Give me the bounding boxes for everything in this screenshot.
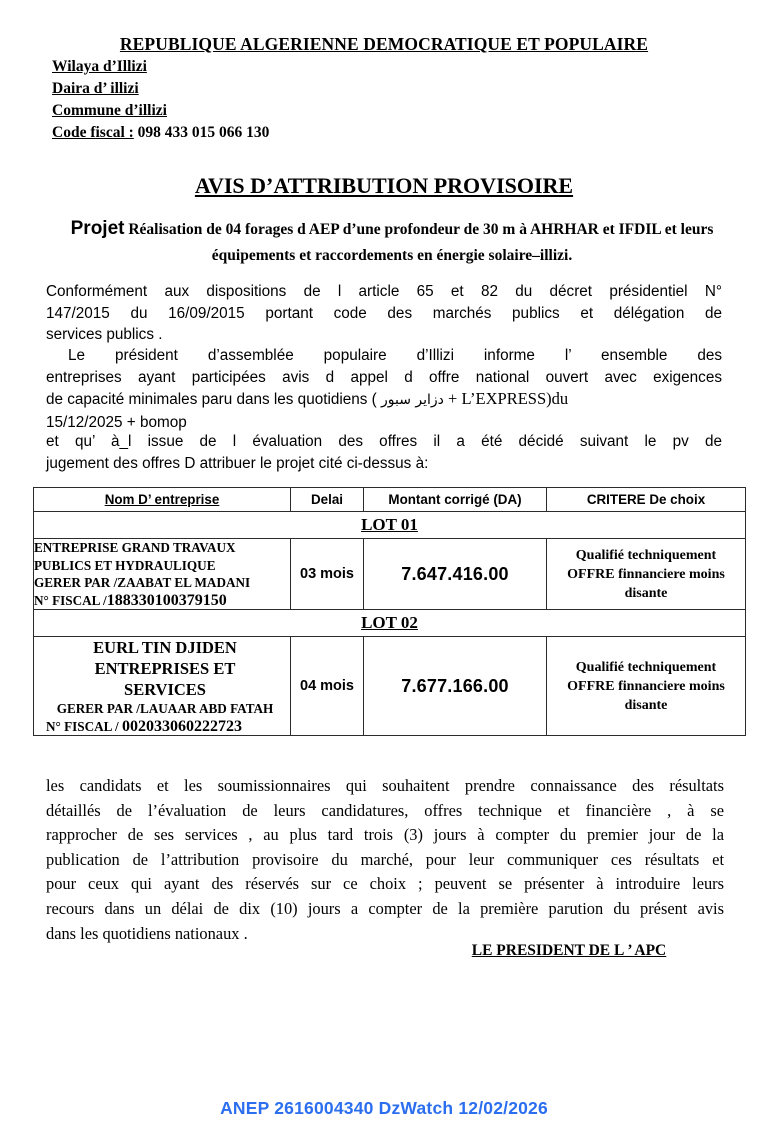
table-header-row: [34, 488, 746, 512]
company-line: ENTREPRISE GRAND TRAVAUX: [34, 540, 236, 555]
critere-line: disante: [624, 697, 668, 713]
montant-cell-2: 7.677.166.00: [364, 637, 547, 736]
critere-line: Qualifié techniquement: [575, 547, 717, 563]
delai-cell-2: 04 mois: [291, 637, 364, 736]
daira-line: [52, 78, 472, 100]
company-line: EURL TIN DJIDEN: [93, 638, 237, 657]
critere-line: OFFRE finnanciere moins: [567, 566, 725, 582]
lot-separator-row: [34, 512, 746, 539]
column-header-montant: Montant corrigé (DA): [364, 488, 547, 512]
anep-footer: ANEP 2616004340 DzWatch 12/02/2026: [220, 1098, 548, 1118]
closing-line-2: détaillés de l’évaluation de leurs candidatures, offres technique et financière , à se: [46, 800, 724, 820]
closing-line-3: rapprocher de ses services , au plus tard trois (3) jours à compter du premier jour de la: [46, 825, 724, 845]
table-row: [34, 637, 746, 736]
wilaya-line: [52, 56, 472, 78]
critere-cell-2: [547, 637, 746, 736]
paragraph-3-line-2: jugement des offres D attribuer le projet cité ci-dessus à:: [46, 454, 429, 472]
paragraph-2-line-4: 15/12/2025 + bomop: [46, 413, 187, 431]
paragraph-2-line-1: Le président d’assemblée populaire d’Illizi informe l’ ensemble des: [68, 347, 722, 364]
table-row: [34, 539, 746, 610]
code-fiscal-value: 098 433 015 066 130: [137, 124, 270, 141]
commune-line: [52, 100, 472, 122]
fiscal-label-1: N° FISCAL /: [34, 592, 107, 608]
fiscal-value-2: 002033060222723: [122, 717, 242, 735]
paragraph-3-line-1: et qu’ à_l issue de l évaluation des offres il a été décidé suivant le pv de: [46, 433, 722, 450]
company-line: SERVICES: [124, 680, 206, 699]
critere-line: Qualifié techniquement: [575, 659, 717, 675]
paragraph-1-text-1: Conformément aux dispositions de l article 65 et 82 du décret présidentiel N°: [46, 283, 722, 300]
paragraph-decision: [46, 431, 722, 474]
closing-line-6: recours dans un délai de dix (10) jours a compter de la première parution du présent avis: [46, 898, 724, 918]
project-keyword: Projet: [70, 218, 125, 239]
paragraph-1-line-3: services publics .: [46, 326, 163, 344]
company-name-cell-2: [34, 637, 291, 736]
closing-paragraph: [46, 774, 724, 946]
lot-label-01-text: LOT 01: [361, 515, 418, 534]
paragraph-2-line-3: [46, 388, 722, 412]
closing-line-7: dans les quotidiens nationaux .: [46, 923, 248, 943]
company-line: ENTREPRISES ET: [94, 659, 236, 678]
attribution-results-table: [33, 487, 746, 736]
project-line-2: IFDIL et leurs équipements et raccordements en énergie solaire–illizi.: [211, 221, 714, 264]
closing-line-4: publication de l’attribution provisoire du marché, pour leur communiquer ces résultats et: [46, 849, 724, 869]
republic-header-text: REPUBLIQUE ALGERIENNE DEMOCRATIQUE ET POPULAIRE: [119, 34, 649, 54]
project-line-1: Réalisation de 04 forages d AEP d’une profondeur de 30 m à AHRHAR et: [128, 221, 615, 238]
company-line: GERER PAR /LAUAAR ABD FATAH: [56, 701, 274, 716]
paragraph-2-quotidiens-pre: de capacité minimales paru dans les quotidiens (: [46, 391, 382, 409]
column-header-nom-text: Nom D’ entreprise: [104, 492, 220, 507]
page-title-text: AVIS D’ATTRIBUTION PROVISOIRE: [194, 173, 574, 198]
company-line: GERER PAR /ZAABAT EL MADANI: [34, 575, 251, 590]
company-name-cell-1: [34, 539, 291, 610]
company-fiscal-line: [40, 718, 290, 736]
commune-text: Commune d’illizi: [52, 102, 167, 119]
critere-cell-1: [547, 539, 746, 610]
lot-separator-row: [34, 610, 746, 637]
paragraph-2-line-2: entreprises ayant participées avis d appel d offre national ouvert avec exigences: [46, 368, 722, 386]
paragraph-1-line-2: 147/2015 du 16/09/2015 portant code des marchés publics et délégation de: [46, 304, 722, 322]
paragraph-president: [46, 345, 722, 433]
column-header-delai: Delai: [291, 488, 364, 512]
company-line: PUBLICS ET HYDRAULIQUE: [34, 557, 216, 573]
critere-line: disante: [624, 585, 668, 601]
administrative-header-block: [52, 56, 472, 144]
paragraph-1-line-1: [46, 281, 722, 303]
closing-line-5: pour ceux qui ayant des réservés sur ce choix ; peuvent se présenter à introduire leurs: [46, 874, 724, 894]
montant-cell-1: 7.647.416.00: [364, 539, 547, 610]
paragraph-conformement: [46, 281, 722, 346]
page-title: [0, 173, 768, 199]
lot-label-02-text: LOT 02: [361, 613, 418, 632]
lot-label-02: [34, 610, 746, 637]
column-header-nom: [34, 488, 291, 512]
code-fiscal-label: Code fiscal :: [52, 124, 134, 141]
delai-cell-1: 03 mois: [291, 539, 364, 610]
wilaya-text: Wilaya d’Illizi: [52, 58, 147, 75]
newspaper-name-express: + L’EXPRESS)du: [443, 389, 569, 409]
signature-block: [404, 942, 734, 960]
closing-line-1: les candidats et les soumissionnaires qui souhaitent prendre connaissance des résultats: [46, 776, 724, 795]
critere-line: OFFRE finnanciere moins: [567, 678, 725, 694]
fiscal-value-1: 188330100379150: [106, 591, 227, 609]
project-description: [62, 216, 722, 269]
republic-header-title: [0, 34, 768, 55]
newspaper-name-arabic: دزاير سبور: [381, 392, 444, 409]
signature-text: LE PRESIDENT DE L ’ APC: [471, 942, 667, 959]
fiscal-label-2: N° FISCAL /: [46, 718, 122, 734]
daira-text: Daira d’ illizi: [52, 80, 139, 97]
column-header-critere: CRITERE De choix: [547, 488, 746, 512]
lot-label-01: [34, 512, 746, 539]
code-fiscal-line: [52, 122, 472, 144]
company-fiscal-line: [34, 592, 290, 610]
